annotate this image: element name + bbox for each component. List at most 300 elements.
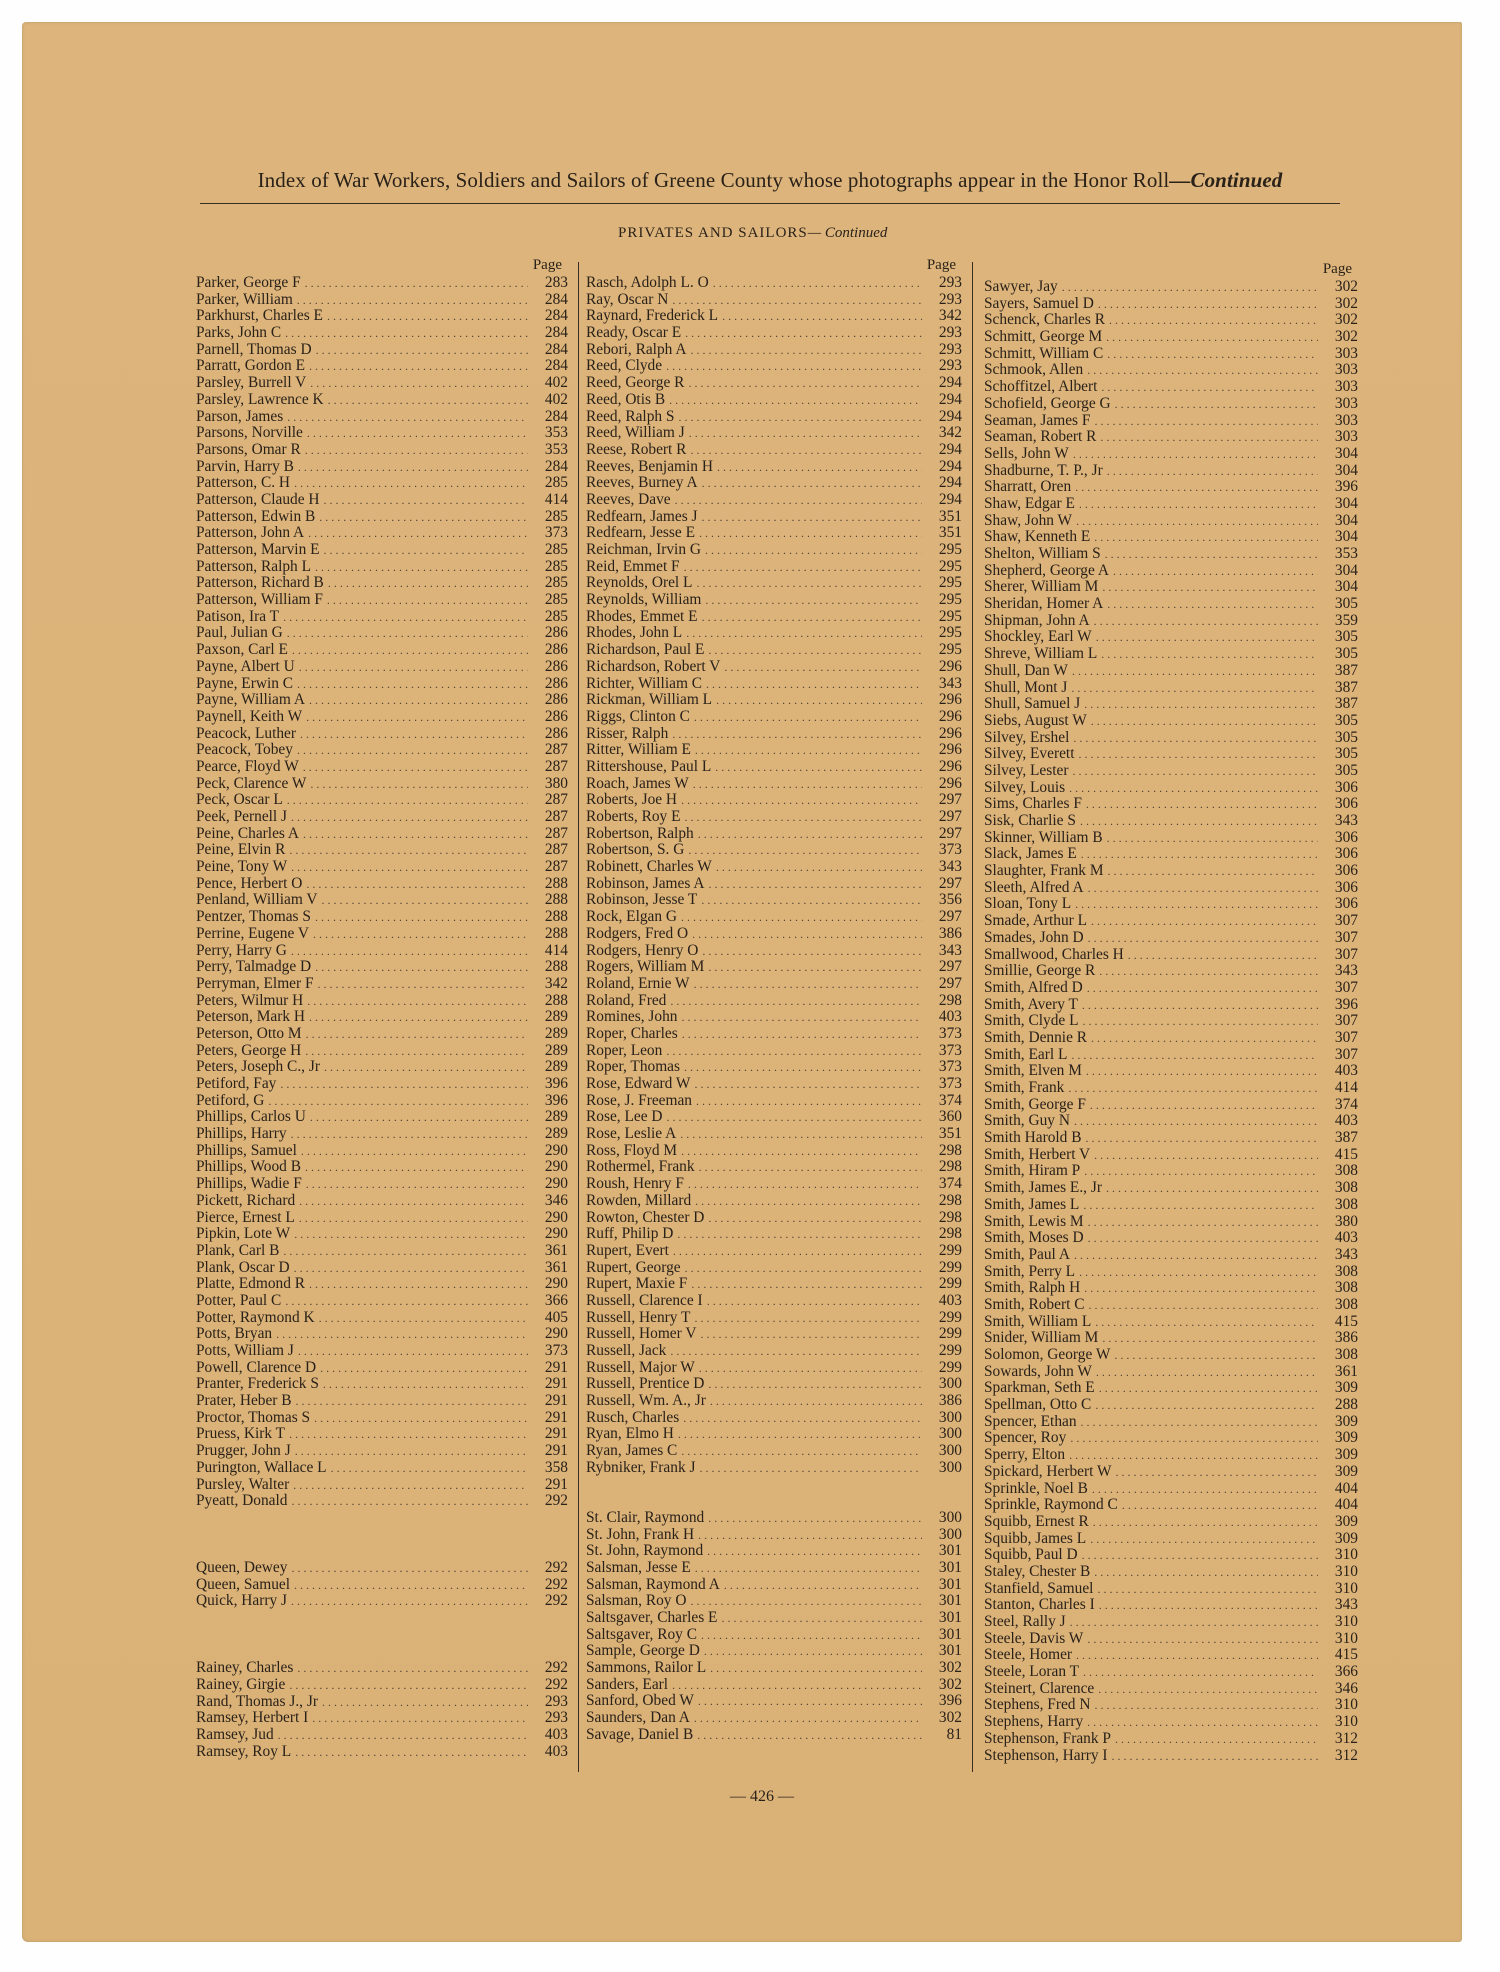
entry-name: Smith, Clyde L xyxy=(984,1012,1079,1030)
entry-page: 284 xyxy=(544,457,568,475)
entry-name: Petiford, Fay xyxy=(196,1075,277,1092)
entry-page: 346 xyxy=(544,1191,568,1209)
entry-page: 386 xyxy=(938,1392,962,1410)
entry-page: 303 xyxy=(1334,361,1358,379)
entry-name: Roper, Leon xyxy=(586,1041,663,1059)
entry-page: 343 xyxy=(1334,812,1358,829)
entry-name: Sanders, Earl xyxy=(586,1675,669,1693)
index-entry xyxy=(984,312,1358,329)
entry-name: Richardson, Robert V xyxy=(586,657,721,675)
entry-name: Squibb, James L xyxy=(984,1529,1087,1547)
index-entry xyxy=(984,513,1358,530)
entry-name: Smith, Lewis M xyxy=(984,1212,1084,1230)
dot-leader xyxy=(1107,346,1318,363)
entry-name: Shull, Mont J xyxy=(984,678,1068,696)
dot-leader xyxy=(1093,1514,1318,1531)
entry-page: 307 xyxy=(1334,945,1358,963)
entry-name: Plank, Carl B xyxy=(196,1241,280,1259)
entry-page: 373 xyxy=(938,1024,962,1042)
dot-leader xyxy=(1075,479,1318,496)
entry-name: Salsman, Jesse E xyxy=(586,1558,691,1576)
index-entry xyxy=(196,1410,568,1427)
index-entry xyxy=(586,275,962,292)
index-entry xyxy=(586,692,962,709)
entry-name: Pranter, Frederick S xyxy=(196,1375,319,1393)
index-entry xyxy=(586,559,962,576)
entry-name: Steinert, Clarence xyxy=(984,1679,1095,1697)
entry-name: Shaw, Edgar E xyxy=(984,494,1075,512)
index-entry xyxy=(196,1176,568,1193)
entry-name: Reeves, Dave xyxy=(586,490,671,508)
dot-leader xyxy=(695,1560,922,1577)
entry-page: 302 xyxy=(1334,311,1358,329)
entry-name: Spickard, Herbert W xyxy=(984,1462,1112,1480)
dot-leader xyxy=(670,993,922,1010)
dot-leader xyxy=(305,442,528,459)
entry-page: 414 xyxy=(544,490,568,508)
index-entry xyxy=(196,1560,568,1577)
dot-leader xyxy=(1100,429,1318,446)
entry-name: Sperry, Elton xyxy=(984,1446,1066,1464)
index-entry xyxy=(586,1210,962,1227)
page-title-suffix: —Continued xyxy=(1169,168,1283,192)
index-entry xyxy=(586,292,962,309)
entry-page: 402 xyxy=(544,374,568,392)
index-entry xyxy=(196,826,568,843)
dot-leader xyxy=(672,292,922,309)
dot-leader xyxy=(690,342,922,359)
index-entry xyxy=(984,863,1358,880)
dot-leader xyxy=(294,1226,528,1243)
entry-page: 290 xyxy=(544,1225,568,1243)
index-entry xyxy=(196,1126,568,1143)
index-entry xyxy=(586,792,962,809)
dot-leader xyxy=(1082,1547,1318,1564)
entry-name: Smith, Moses D xyxy=(984,1229,1084,1247)
entry-name: Rock, Elgan G xyxy=(586,908,678,926)
index-entry xyxy=(984,1481,1358,1498)
dot-leader xyxy=(680,1126,922,1143)
entry-name: Rusch, Charles xyxy=(586,1408,680,1426)
entry-name: Phillips, Harry xyxy=(196,1125,287,1143)
entry-page: 380 xyxy=(544,774,568,792)
dot-leader xyxy=(316,342,528,359)
index-entry xyxy=(586,525,962,542)
dot-leader xyxy=(673,1243,922,1260)
entry-name: Ready, Oscar E xyxy=(586,324,682,342)
dot-leader xyxy=(1076,1647,1318,1664)
entry-page: 342 xyxy=(938,424,962,442)
entry-name: Slack, James E xyxy=(984,845,1077,863)
entry-page: 343 xyxy=(938,674,962,692)
dot-leader xyxy=(708,1376,922,1393)
index-entry xyxy=(586,842,962,859)
entry-page: 285 xyxy=(544,591,568,609)
index-entry xyxy=(196,358,568,375)
index-entry xyxy=(984,997,1358,1014)
index-entry xyxy=(196,1660,568,1677)
index-entry xyxy=(196,292,568,309)
dot-leader xyxy=(704,1643,922,1660)
dot-leader xyxy=(287,625,528,642)
entry-name: Stanfield, Samuel xyxy=(984,1579,1094,1597)
index-entry xyxy=(196,909,568,926)
entry-page: 299 xyxy=(938,1241,962,1259)
index-entry xyxy=(984,1731,1358,1748)
index-entry xyxy=(984,1697,1358,1714)
entry-name: Rupert, Maxie F xyxy=(586,1275,688,1293)
index-entry xyxy=(196,375,568,392)
dot-leader xyxy=(1102,579,1318,596)
index-entry xyxy=(586,909,962,926)
entry-page: 306 xyxy=(1334,895,1358,913)
entry-name: Schmook, Allen xyxy=(984,361,1084,379)
index-entry xyxy=(586,1610,962,1627)
entry-page: 351 xyxy=(938,524,962,542)
entry-page: 310 xyxy=(1334,1613,1358,1630)
dot-leader xyxy=(297,292,528,309)
entry-name: Patterson, Ralph L xyxy=(196,557,311,575)
index-entry xyxy=(586,442,962,459)
entry-page: 387 xyxy=(1334,1129,1358,1147)
section-heading xyxy=(618,225,887,242)
entry-page: 286 xyxy=(544,641,568,659)
dot-leader xyxy=(1094,529,1318,546)
dot-leader xyxy=(283,1243,528,1260)
index-entry xyxy=(586,409,962,426)
entry-page: 298 xyxy=(938,1208,962,1226)
index-entry xyxy=(984,1647,1358,1664)
index-entry xyxy=(984,329,1358,346)
entry-page: 291 xyxy=(544,1358,568,1376)
dot-leader xyxy=(301,1143,528,1160)
dot-leader xyxy=(307,425,528,442)
dot-leader xyxy=(694,976,922,993)
dot-leader xyxy=(285,1293,528,1310)
dot-leader xyxy=(298,1343,528,1360)
entry-name: Parson, James xyxy=(196,407,284,425)
dot-leader xyxy=(295,1744,528,1761)
entry-page: 283 xyxy=(544,274,568,291)
dot-leader xyxy=(313,926,528,943)
entry-page: 306 xyxy=(1334,862,1358,880)
index-entry xyxy=(586,759,962,776)
dot-leader xyxy=(1084,1280,1318,1297)
entry-name: Sisk, Charlie S xyxy=(984,812,1076,829)
entry-name: Platte, Edmond R xyxy=(196,1275,306,1293)
entry-name: Peek, Pernell J xyxy=(196,808,288,825)
entry-name: Shaw, John W xyxy=(984,511,1073,529)
entry-page: 396 xyxy=(1334,995,1358,1013)
entry-name: Seaman, James F xyxy=(984,411,1091,429)
entry-page: 396 xyxy=(1334,478,1358,496)
index-entry xyxy=(984,1280,1358,1297)
entry-name: Rupert, George xyxy=(586,1258,681,1276)
index-entry xyxy=(984,1264,1358,1281)
dot-leader xyxy=(318,976,528,993)
entry-name: Patterson, John A xyxy=(196,524,305,542)
index-entry xyxy=(196,1026,568,1043)
dot-leader xyxy=(323,1376,528,1393)
index-entry xyxy=(196,609,568,626)
dot-leader xyxy=(1076,513,1318,530)
index-entry xyxy=(586,1710,962,1727)
dot-leader xyxy=(1115,1731,1318,1748)
entry-page: 81 xyxy=(946,1725,962,1743)
index-entry xyxy=(586,1043,962,1060)
index-entry xyxy=(586,1059,962,1076)
dot-leader xyxy=(1098,296,1318,313)
entry-name: Sammons, Railor L xyxy=(586,1659,707,1677)
entry-name: Parker, William xyxy=(196,290,293,308)
entry-page: 304 xyxy=(1334,494,1358,512)
index-entry xyxy=(196,876,568,893)
index-entry xyxy=(586,1660,962,1677)
index-entry xyxy=(586,1343,962,1360)
entry-page: 307 xyxy=(1334,912,1358,930)
index-entry xyxy=(586,1143,962,1160)
entry-page: 299 xyxy=(938,1358,962,1376)
index-entry xyxy=(196,1260,568,1277)
dot-leader xyxy=(1083,1197,1318,1214)
entry-page: 305 xyxy=(1334,628,1358,646)
index-entry xyxy=(984,830,1358,847)
entry-name: Russell, Wm. A., Jr xyxy=(586,1392,706,1410)
index-entry xyxy=(984,1247,1358,1264)
dot-leader xyxy=(291,1593,528,1610)
entry-name: Peters, Wilmur H xyxy=(196,991,304,1009)
index-entry xyxy=(586,1727,962,1744)
entry-name: Ruff, Philip D xyxy=(586,1225,674,1243)
index-entry xyxy=(586,659,962,676)
entry-page: 297 xyxy=(938,874,962,892)
index-entry xyxy=(196,776,568,793)
index-entry xyxy=(984,680,1358,697)
entry-name: Smith, Earl L xyxy=(984,1045,1068,1063)
entry-page: 306 xyxy=(1334,795,1358,813)
index-entry xyxy=(586,892,962,909)
dot-leader xyxy=(694,709,922,726)
entry-name: Perry, Harry G xyxy=(196,941,287,959)
entry-page: 287 xyxy=(544,858,568,876)
entry-name: Rhodes, John L xyxy=(586,624,683,642)
entry-page: 307 xyxy=(1334,928,1358,946)
entry-page: 301 xyxy=(938,1625,962,1643)
entry-page: 359 xyxy=(1334,611,1358,629)
entry-page: 301 xyxy=(938,1592,962,1610)
dot-leader xyxy=(1109,312,1318,329)
dot-leader xyxy=(306,876,528,893)
dot-leader xyxy=(299,1210,528,1227)
entry-page: 415 xyxy=(1334,1646,1358,1664)
index-entry xyxy=(196,659,568,676)
dot-leader xyxy=(285,325,528,342)
entry-name: Ritter, William E xyxy=(586,741,691,759)
index-entry xyxy=(586,1577,962,1594)
dot-leader xyxy=(289,842,528,859)
index-entry xyxy=(586,1543,962,1560)
index-entry xyxy=(586,1243,962,1260)
index-entry xyxy=(586,1360,962,1377)
entry-page: 293 xyxy=(938,340,962,358)
index-entry xyxy=(586,1460,962,1477)
dot-leader xyxy=(297,1660,528,1677)
dot-leader xyxy=(1128,947,1318,964)
entry-name: Ray, Oscar N xyxy=(586,290,669,308)
entry-name: Robinson, Jesse T xyxy=(586,891,698,909)
entry-name: Reeves, Burney A xyxy=(586,474,698,492)
index-entry xyxy=(196,726,568,743)
entry-name: Smith, Paul A xyxy=(984,1245,1070,1263)
dot-leader xyxy=(670,1343,922,1360)
entry-name: Schenck, Charles R xyxy=(984,311,1105,329)
index-entry xyxy=(586,993,962,1010)
entry-page: 297 xyxy=(938,908,962,926)
entry-name: Rowton, Chester D xyxy=(586,1208,705,1226)
dot-leader xyxy=(300,726,528,743)
index-entry xyxy=(984,763,1358,780)
entry-page: 361 xyxy=(544,1241,568,1259)
index-entry xyxy=(196,475,568,492)
index-entry xyxy=(586,1627,962,1644)
index-entry xyxy=(586,342,962,359)
index-entry xyxy=(586,425,962,442)
entry-name: Ross, Floyd M xyxy=(586,1141,678,1159)
entry-page: 296 xyxy=(938,757,962,775)
entry-name: Patterson, Richard B xyxy=(196,574,324,592)
index-entry xyxy=(196,1577,568,1594)
dot-leader xyxy=(1074,1113,1318,1130)
entry-page: 290 xyxy=(544,1275,568,1293)
entry-page: 299 xyxy=(938,1325,962,1343)
entry-name: Perrine, Eugene V xyxy=(196,924,309,942)
page-column-label: Page xyxy=(532,257,562,273)
entry-page: 285 xyxy=(544,541,568,558)
entry-name: Rupert, Evert xyxy=(586,1241,669,1259)
dot-leader xyxy=(708,876,922,893)
index-entry xyxy=(586,1193,962,1210)
entry-page: 307 xyxy=(1334,978,1358,996)
entry-page: 296 xyxy=(938,707,962,725)
dot-leader xyxy=(1094,613,1318,630)
index-entry xyxy=(984,1714,1358,1731)
index-entry xyxy=(984,1681,1358,1698)
entry-name: Smallwood, Charles H xyxy=(984,945,1124,963)
dot-leader xyxy=(310,1109,528,1126)
entry-page: 296 xyxy=(938,691,962,709)
index-entry xyxy=(196,709,568,726)
header-rule xyxy=(200,203,1340,204)
dot-leader xyxy=(310,776,528,793)
entry-page: 307 xyxy=(1334,1045,1358,1063)
entry-page: 290 xyxy=(544,1175,568,1193)
index-entry xyxy=(984,1447,1358,1464)
index-entry xyxy=(984,1330,1358,1347)
entry-name: Roach, James W xyxy=(586,774,689,792)
entry-page: 284 xyxy=(544,290,568,308)
entry-page: 296 xyxy=(938,774,962,792)
dot-leader xyxy=(688,1176,922,1193)
dot-leader xyxy=(319,1310,528,1327)
page-column-label: Page xyxy=(1322,261,1352,277)
entry-page: 298 xyxy=(938,1158,962,1176)
entry-name: Stephenson, Frank P xyxy=(984,1729,1111,1747)
entry-page: 289 xyxy=(544,1024,568,1042)
index-entry xyxy=(196,993,568,1010)
entry-page: 293 xyxy=(544,1692,568,1710)
entry-name: Reid, Emmet F xyxy=(586,557,680,575)
index-entry xyxy=(984,1097,1358,1114)
entry-page: 303 xyxy=(1334,428,1358,446)
entry-page: 310 xyxy=(1334,1562,1358,1580)
entry-name: Robertson, Ralph xyxy=(586,824,694,842)
dot-leader xyxy=(1096,1364,1318,1381)
entry-name: Russell, Clarence I xyxy=(586,1291,703,1309)
dot-leader xyxy=(319,509,528,526)
entry-name: Silvey, Everett xyxy=(984,745,1075,763)
index-entry xyxy=(984,780,1358,797)
entry-page: 308 xyxy=(1334,1195,1358,1213)
dot-leader xyxy=(280,1076,528,1093)
index-entry xyxy=(196,425,568,442)
dot-leader xyxy=(309,1276,528,1293)
entry-name: Redfearn, Jesse E xyxy=(586,524,695,542)
entry-page: 293 xyxy=(938,357,962,375)
entry-page: 307 xyxy=(1334,1028,1358,1046)
dot-leader xyxy=(681,1143,922,1160)
dot-leader xyxy=(689,425,922,442)
dot-leader xyxy=(1122,1497,1318,1514)
index-entry xyxy=(196,1276,568,1293)
index-entry xyxy=(196,392,568,409)
dot-leader xyxy=(1082,997,1318,1014)
index-entry xyxy=(586,1510,962,1527)
entry-page: 374 xyxy=(938,1175,962,1193)
entry-name: Reed, Clyde xyxy=(586,357,663,375)
entry-page: 292 xyxy=(544,1575,568,1593)
dot-leader xyxy=(289,1677,528,1694)
index-entry xyxy=(586,308,962,325)
dot-leader xyxy=(268,1093,528,1110)
entry-name: Russell, Major W xyxy=(586,1358,695,1376)
entry-name: Peterson, Mark H xyxy=(196,1008,305,1026)
entry-page: 403 xyxy=(938,1291,962,1309)
dot-leader xyxy=(289,1426,528,1443)
entry-page: 295 xyxy=(938,607,962,625)
index-entry xyxy=(984,1364,1358,1381)
dot-leader xyxy=(1086,1063,1318,1080)
entry-name: Sayers, Samuel D xyxy=(984,294,1094,312)
dot-leader xyxy=(1081,846,1318,863)
index-entry xyxy=(196,1710,568,1727)
index-entry xyxy=(196,525,568,542)
dot-leader xyxy=(669,392,922,409)
dot-leader xyxy=(1115,396,1318,413)
dot-leader xyxy=(688,842,922,859)
dot-leader xyxy=(684,559,922,576)
dot-leader xyxy=(694,1710,922,1727)
dot-leader xyxy=(294,475,528,492)
dot-leader xyxy=(1081,1414,1318,1431)
entry-name: Ryan, Elmo H xyxy=(586,1425,674,1443)
index-entry xyxy=(196,859,568,876)
dot-leader xyxy=(1096,629,1318,646)
entry-name: Schmitt, William C xyxy=(984,344,1104,362)
entry-name: Peters, Joseph C., Jr xyxy=(196,1058,320,1076)
entry-page: 295 xyxy=(938,574,962,592)
entry-page: 306 xyxy=(1334,828,1358,846)
index-entry xyxy=(586,676,962,693)
